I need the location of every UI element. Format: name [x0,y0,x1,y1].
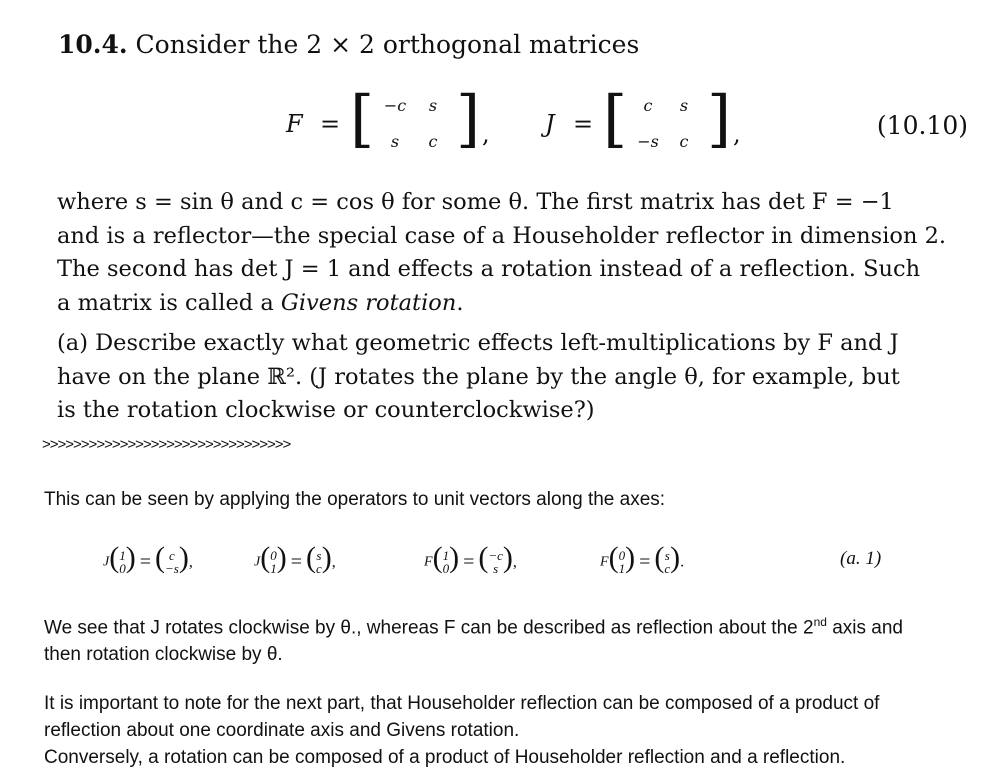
input-vector: 0 1 [270,548,277,577]
matrix-entry: s [428,96,438,115]
operator-equation [424,541,517,575]
left-paren: ( [608,541,619,574]
matrix-entry: −c [383,96,407,115]
matrix-J-label: J [545,110,555,138]
equals-sign: = [463,550,475,573]
part-a-question [57,327,977,428]
paragraph-line: The second has det J = 1 and effects a rotation instead of a reflection. Such [57,256,921,282]
paragraph-line: where s = sin θ and c = cos θ for some θ. The first matrix has det F = −1 [57,189,894,215]
right-paren: ) [178,541,189,574]
right-paren: ) [276,541,287,574]
left-paren: ( [155,541,165,574]
output-vector: s c [316,548,322,577]
givens-term: Givens rotation [280,289,457,316]
answer-equation-label: (a. 1) [840,548,882,569]
right-paren: ) [321,541,332,574]
input-vector: 0 1 [618,548,626,577]
punctuation: , [512,553,517,571]
operator-symbol: F [600,554,609,570]
operator-symbol: J [103,554,110,570]
note-line: It is important to note for the next part, that Householder reflection can be composed of a product of [44,693,880,714]
operator-equation [600,541,684,575]
left-paren: ( [109,541,120,574]
equals-sign: = [639,550,651,573]
matrix-entry: s [390,132,400,151]
equals-sign: = [139,550,151,573]
problem-paragraph [57,186,977,320]
right-paren: ) [125,541,136,574]
answer-intro: This can be seen by applying the operators to unit vectors along the axes: [44,489,666,510]
operator-equation [103,541,193,575]
matrix-J [545,82,765,162]
input-vector: 1 0 [119,548,126,577]
output-vector: −c s [488,548,503,577]
paragraph-line: a matrix is called a Givens rotation. [57,289,464,316]
input-vector: 1 0 [442,548,450,577]
equals-sign: = [573,110,594,138]
comma: , [482,120,490,148]
part-a-line: is the rotation clockwise or counterclockwise?) [57,397,595,423]
note-line: reflection about one coordinate axis and Givens rotation. [44,720,520,741]
equation-number: (10.10) [876,111,968,140]
separator-arrows: >>>>>>>>>>>>>>>>>>>>>>>>>>>>>>>> [42,436,291,453]
output-vector: s c [664,548,671,577]
part-a-line: (a) Describe exactly what geometric effects left-multiplications by F and J [57,330,899,356]
left-paren: ( [432,541,443,574]
operator-equation [254,541,336,575]
right-paren: ) [449,541,460,574]
matrix-F [286,82,496,162]
part-a-line: have on the plane ℝ². (J rotates the plane by the angle θ, for example, but [57,363,900,390]
superscript: nd [813,615,827,629]
right-bracket: ] [707,82,732,155]
matrix-entry: c [679,132,689,151]
problem-number: 10.4. [58,30,128,59]
matrix-entry: c [643,96,653,115]
answer-note [44,690,964,771]
left-bracket: [ [603,82,628,155]
right-paren: ) [502,541,513,574]
matrix-entry: c [428,132,438,151]
comma: , [733,120,741,148]
equals-sign: = [320,110,341,138]
note-line: Conversely, a rotation can be composed of a product of Householder reflection and a reflection. [44,747,846,768]
matrix-F-label: F [286,110,303,138]
equals-sign: = [290,550,302,573]
left-paren: ( [654,541,665,574]
right-paren: ) [625,541,636,574]
operator-symbol: F [424,554,433,570]
left-paren: ( [306,541,316,574]
right-bracket: ] [456,82,481,155]
punctuation: , [188,553,193,571]
matrix-entry: −s [637,132,659,151]
problem-heading [58,30,639,59]
problem-intro: Consider the 2 × 2 orthogonal matrices [135,30,640,59]
left-paren: ( [260,541,271,574]
output-vector: c −s [165,548,179,577]
punctuation: . [680,553,685,571]
paragraph-line: and is a reflector—the special case of a Householder reflector in dimension 2. [57,222,947,249]
operator-symbol: J [254,554,261,570]
left-bracket: [ [350,82,375,155]
left-paren: ( [478,541,489,574]
right-paren: ) [670,541,681,574]
matrix-entry: s [679,96,689,115]
punctuation: , [331,553,336,571]
conclusion-line: We see that J rotates clockwise by θ., whereas F can be described as reflection about the 2nd axis and [44,615,903,639]
conclusion-line: then rotation clockwise by θ. [44,644,283,666]
answer-conclusion [44,609,964,668]
